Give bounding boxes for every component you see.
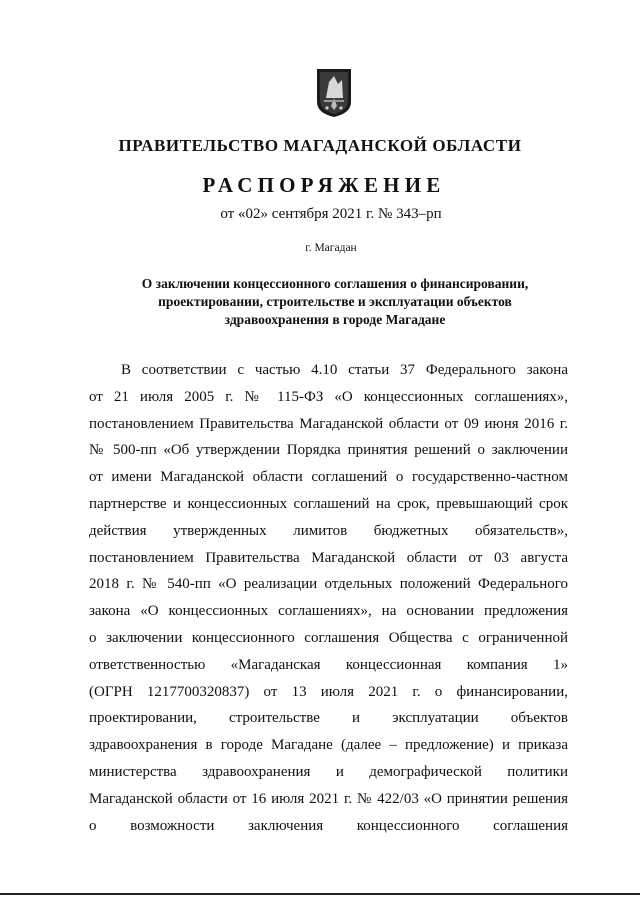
subject-line: проектировании, строительстве и эксплуатации объектов — [158, 294, 512, 309]
date-number-line: от «02» сентября 2021 г. № 343–рп — [220, 206, 442, 222]
scan-bottom-edge — [0, 893, 640, 895]
body-line: партнерстве и концессионных соглашений на срок, превышающий срок — [89, 495, 568, 512]
body-line: постановлением Правительства Магаданской области от 09 июня 2016 г. — [89, 415, 568, 432]
subject-line: здравоохранения в городе Магадане — [224, 312, 446, 327]
document-body — [89, 357, 568, 839]
body-line: ответственностью «Магаданская концессионная компания 1» — [89, 656, 568, 673]
city-label: г. Магадан — [305, 242, 357, 254]
document-subject — [90, 275, 580, 329]
body-line: В соответствии с частью 4.10 статьи 37 Федерального закона — [121, 362, 568, 378]
body-line: закона «О концессионных соглашениях», на основании предложения — [89, 603, 568, 620]
body-line: проектировании, строительстве и эксплуатации объектов — [89, 710, 568, 727]
body-line: Магаданской области от 16 июля 2021 г. № 422/03 «О принятии решения — [89, 790, 568, 807]
subject-line: О заключении концессионного соглашения о финансировании, — [141, 276, 529, 291]
body-line: о заключении концессионного соглашения Общества с ограниченной — [89, 629, 568, 646]
body-line: 2018 г. № 540-пп «О реализации отдельных положений Федерального — [89, 576, 568, 593]
body-line: действия утвержденных лимитов бюджетных обязательств», — [89, 522, 568, 539]
body-line: № 500-пп «Об утверждении Порядка принятия решений о заключении — [89, 442, 568, 459]
body-line: о возможности заключения концессионного соглашения — [89, 817, 568, 834]
coat-of-arms-icon — [316, 68, 352, 118]
body-line: от 21 июля 2005 г. № 115-ФЗ «О концессионных соглашениях», — [89, 388, 568, 405]
body-line: (ОГРН 1217700320837) от 13 июля 2021 г. о финансировании, — [89, 683, 568, 700]
document-type-title: РАСПОРЯЖЕНИЕ — [202, 173, 446, 197]
body-line: постановлением Правительства Магаданской области от 03 августа — [89, 549, 568, 566]
body-line: министерства здравоохранения и демографической политики — [89, 763, 568, 780]
body-line: здравоохранения в городе Магадане (далее – предложение) и приказа — [89, 737, 568, 754]
government-title: ПРАВИТЕЛЬСТВО МАГАДАНСКОЙ ОБЛАСТИ — [118, 136, 522, 155]
body-line: от имени Магаданской области соглашений о государственно-частном — [89, 469, 568, 486]
